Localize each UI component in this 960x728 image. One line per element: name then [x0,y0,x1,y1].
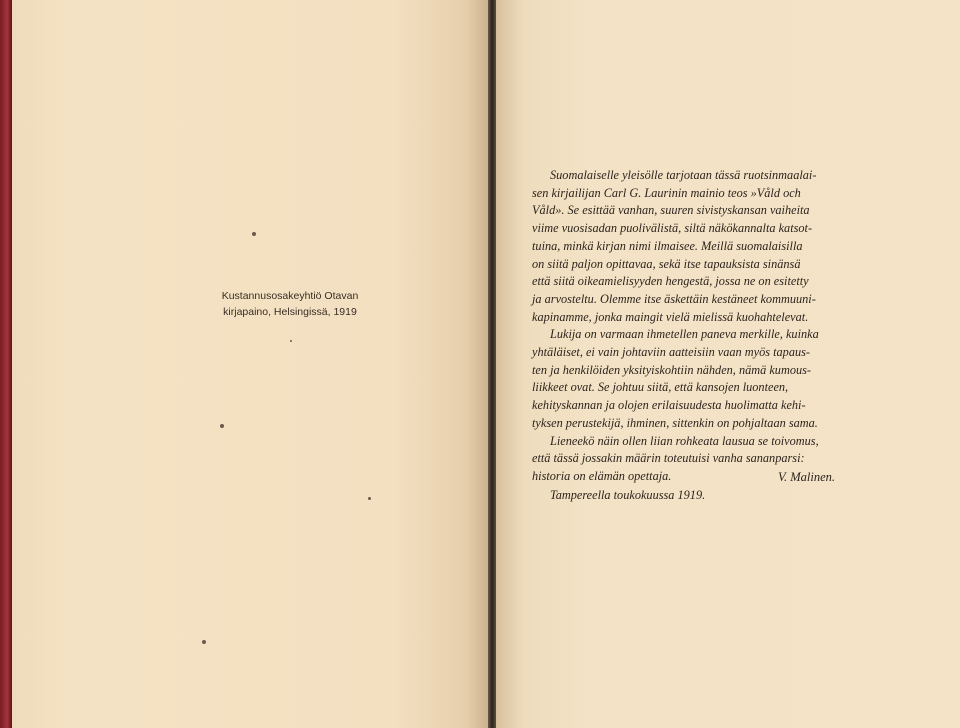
preface-line: kehityskannan ja olojen erilaisuudesta huolimatta kehi- [532,398,806,413]
preface-line: ja arvosteltu. Olemme itse äskettäin kestäneet kommuuni- [532,291,816,306]
paper-speck [220,424,224,428]
paper-speck [368,497,371,500]
imprint-line-1: Kustannusosakeyhtiö Otavan [221,290,359,302]
author-signature: V. Malinen. [778,470,836,484]
printer-imprint [200,288,380,320]
book-cover-edge [0,0,12,728]
preface-text [532,167,872,504]
preface-line: että siitä oikeamielisyyden hengestä, jossa ne on esitetty [532,274,809,289]
left-page [12,0,490,728]
preface-line: Våld». Se esittää vanhan, suuren sivistyskansan vaiheita [532,203,810,218]
preface-line: kapinamme, jonka maingit vielä mielissä kuohahtelevat. [532,309,809,324]
preface-line: tyksen perustekijä, ihminen, sittenkin on pohjaltaan sama. [532,415,818,430]
imprint-line-2: kirjapaino, Helsingissä, 1919 [223,306,357,318]
preface-place-date: Tampereella toukokuussa 1919. [550,487,706,502]
paper-speck [202,640,206,644]
preface-line: sen kirjailijan Carl G. Laurinin mainio teos »Våld och [532,185,801,200]
book-gutter [488,0,496,728]
preface-line: Lieneekö näin ollen liian rohkeata lausua se toivomus, [550,433,819,448]
preface-line: tuina, minkä kirjan nimi ilmaisee. Meillä suomalaisilla [532,238,803,253]
preface-line: liikkeet ovat. Se johtuu siitä, että kansojen luonteen, [532,380,789,395]
preface-line: että tässä jossakin määrin toteutuisi vanha sananparsi: [532,451,805,466]
preface-line: yhtäläiset, ei vain johtaviin aatteisiin vaan myös tapaus- [532,345,811,360]
paper-speck [290,340,292,342]
preface-line: historia on elämän opettaja. [532,468,672,483]
preface-line: on siitä paljon opittavaa, sekä itse tapauksista sinänsä [532,256,801,271]
preface-line: viime vuosisadan puolivälistä, siltä näkökannalta katsot- [532,221,813,236]
preface-line: Lukija on varmaan ihmetellen panevа merkille, kuinka [550,327,819,342]
preface-line: Suomalaiselle yleisölle tarjotaan tässä ruotsinmaalai- [550,168,817,182]
paper-speck [252,232,256,236]
preface-line: ten ja henkilöiden yksityiskohtiin nähden, nämä kumous- [532,362,812,377]
